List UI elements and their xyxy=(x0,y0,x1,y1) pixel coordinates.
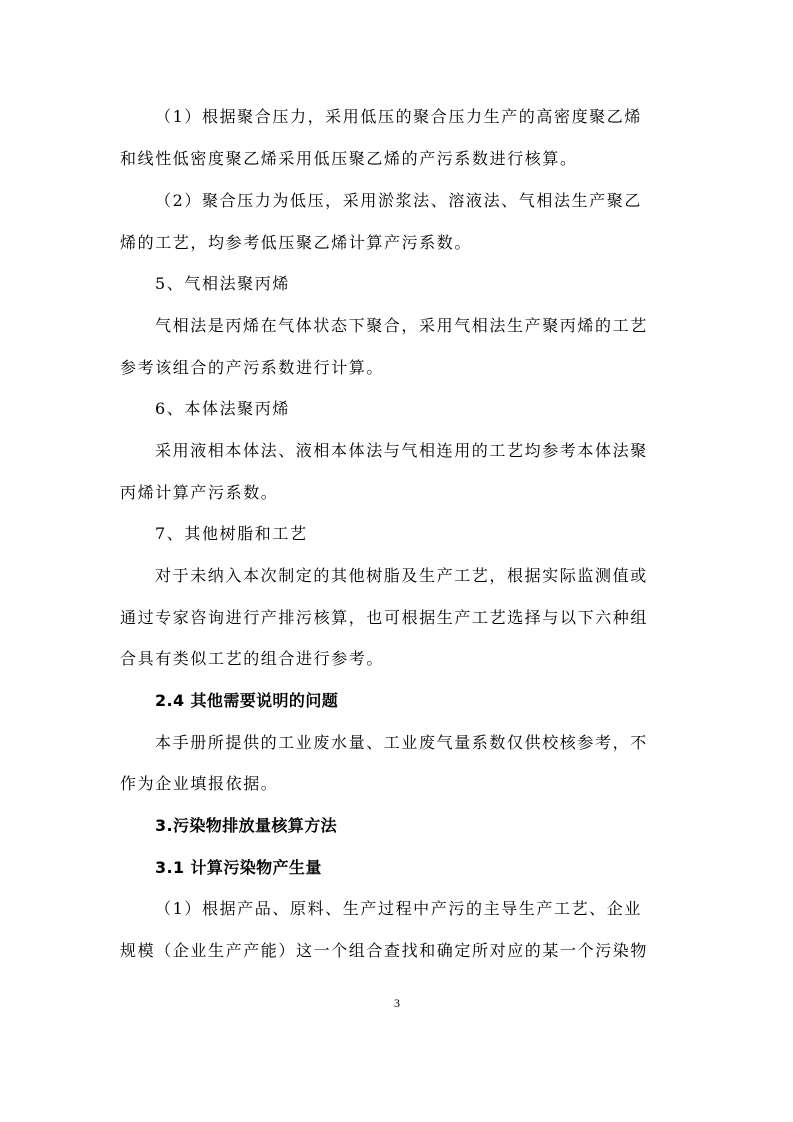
paragraph-line: 合具有类似工艺的组合进行参考。 xyxy=(120,649,385,668)
section-heading-3-1: 3.1 计算污染物产生量 xyxy=(155,858,322,877)
paragraph-line: 对于未纳入本次制定的其他树脂及生产工艺，根据实际监测值或 xyxy=(155,566,648,585)
page-number: 3 xyxy=(394,996,400,1010)
paragraph-line: （2）聚合压力为低压，采用淤浆法、溶液法、气相法生产聚乙 xyxy=(155,191,642,210)
paragraph-line: 作为企业填报依据。 xyxy=(120,774,279,793)
paragraph-line: 规模（企业生产产能）这一个组合查找和确定所对应的某一个污染物 xyxy=(120,941,649,960)
paragraph-line: 丙烯计算产污系数。 xyxy=(120,483,279,502)
section-heading-5: 5、气相法聚丙烯 xyxy=(155,274,290,293)
paragraph-line: 参考该组合的产污系数进行计算。 xyxy=(120,358,385,377)
paragraph-line: 烯的工艺，均参考低压聚乙烯计算产污系数。 xyxy=(120,233,473,252)
paragraph-line: 采用液相本体法、液相本体法与气相连用的工艺均参考本体法聚 xyxy=(155,441,648,460)
paragraph-line: （1）根据聚合压力，采用低压的聚合压力生产的高密度聚乙烯 xyxy=(155,107,642,126)
section-heading-3: 3.污染物排放量核算方法 xyxy=(155,816,338,835)
section-heading-6: 6、本体法聚丙烯 xyxy=(155,399,290,418)
paragraph-line: 本手册所提供的工业废水量、工业废气量系数仅供校核参考，不 xyxy=(155,733,648,752)
section-heading-7: 7、其他树脂和工艺 xyxy=(155,524,308,543)
paragraph-line: 和线性低密度聚乙烯采用低压聚乙烯的产污系数进行核算。 xyxy=(120,149,578,168)
paragraph-line: 通过专家咨询进行产排污核算，也可根据生产工艺选择与以下六种组 xyxy=(120,608,649,627)
paragraph-line: （1）根据产品、原料、生产过程中产污的主导生产工艺、企业 xyxy=(155,899,642,918)
section-heading-2-4: 2.4 其他需要说明的问题 xyxy=(155,691,339,710)
paragraph-line: 气相法是丙烯在气体状态下聚合，采用气相法生产聚丙烯的工艺 xyxy=(155,316,648,335)
